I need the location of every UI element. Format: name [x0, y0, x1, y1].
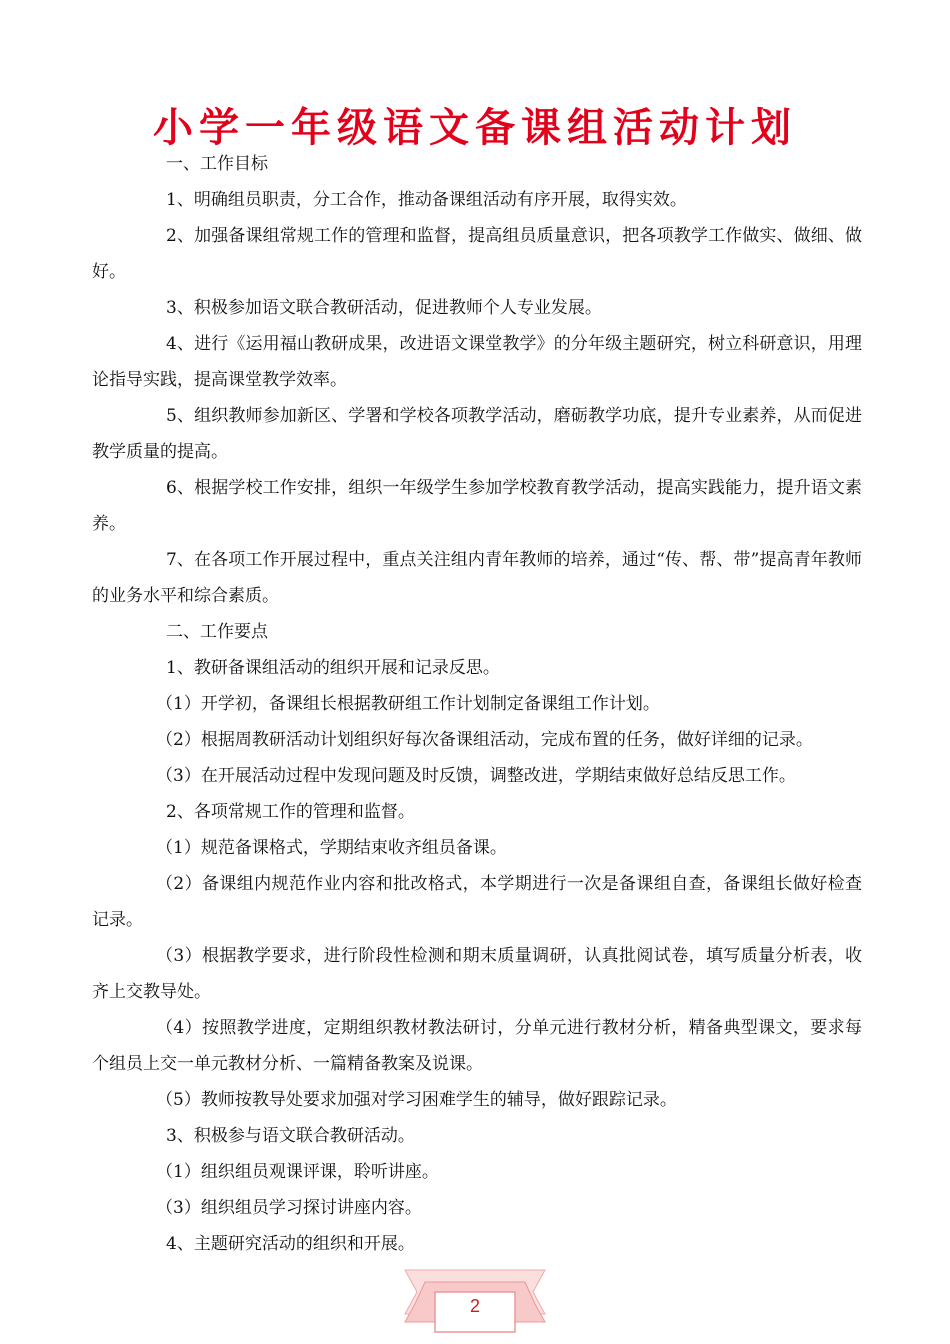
paragraph: （4）按照教学进度，定期组织教材教法研讨，分单元进行教材分析，精备典型课文，要求每个组员上交一单元教材分析、一篇精备教案及说课。: [92, 1018, 862, 1074]
paragraph: （3）组织组员学习探讨讲座内容。: [156, 1198, 422, 1218]
paragraph: （3）根据教学要求，进行阶段性检测和期末质量调研，认真批阅试卷，填写质量分析表，收齐上交教导处。: [92, 946, 862, 1002]
paragraph: （1）组织组员观课评课，聆听讲座。: [156, 1162, 439, 1182]
paragraph: （2）备课组内规范作业内容和批改格式，本学期进行一次是备课组自查，备课组长做好检查记录。: [92, 874, 862, 930]
paragraph: （5）教师按教导处要求加强对学习困难学生的辅导，做好跟踪记录。: [156, 1090, 677, 1110]
paragraph: 4、主题研究活动的组织和开展。: [166, 1234, 415, 1254]
paragraph: （1）开学初，备课组长根据教研组工作计划制定备课组工作计划。: [156, 694, 660, 714]
paragraph: （2）根据周教研活动计划组织好每次备课组活动，完成布置的任务，做好详细的记录。: [156, 730, 813, 750]
page-number: 2: [469, 1296, 480, 1316]
paragraph: （1）规范备课格式，学期结束收齐组员备课。: [156, 838, 507, 858]
paragraph: 1、明确组员职责，分工合作，推动备课组活动有序开展，取得实效。: [166, 190, 687, 210]
paragraph: 二、工作要点: [166, 622, 268, 642]
paragraph: 2、各项常规工作的管理和监督。: [166, 802, 415, 822]
paragraph: 3、积极参加语文联合教研活动，促进教师个人专业发展。: [166, 298, 602, 318]
paragraph: （3）在开展活动过程中发现问题及时反馈，调整改进，学期结束做好总结反思工作。: [156, 766, 796, 786]
paragraph: 7、在各项工作开展过程中，重点关注组内青年教师的培养，通过“传、帮、带”提高青年教师的业务水平和综合素质。: [92, 550, 862, 606]
document-title: 小学一年级语文备课组活动计划: [153, 104, 797, 151]
paragraph: 3、积极参与语文联合教研活动。: [166, 1126, 415, 1146]
paragraph: 2、加强备课组常规工作的管理和监督，提高组员质量意识，把各项教学工作做实、做细、做好。: [92, 226, 862, 282]
paragraph: 1、教研备课组活动的组织开展和记录反思。: [166, 658, 500, 678]
page-footer: [385, 1262, 565, 1344]
paragraph: 一、工作目标: [166, 154, 268, 174]
paragraph: 5、组织教师参加新区、学署和学校各项教学活动，磨砺教学功底，提升专业素养，从而促进教学质量的提高。: [92, 406, 862, 462]
paragraph: 6、根据学校工作安排，组织一年级学生参加学校教育教学活动，提高实践能力，提升语文素养。: [92, 478, 862, 534]
paragraph: 4、进行《运用福山教研成果，改进语文课堂教学》的分年级主题研究，树立科研意识，用理论指导实践，提高课堂教学效率。: [92, 334, 862, 390]
document-body: [92, 146, 862, 1262]
